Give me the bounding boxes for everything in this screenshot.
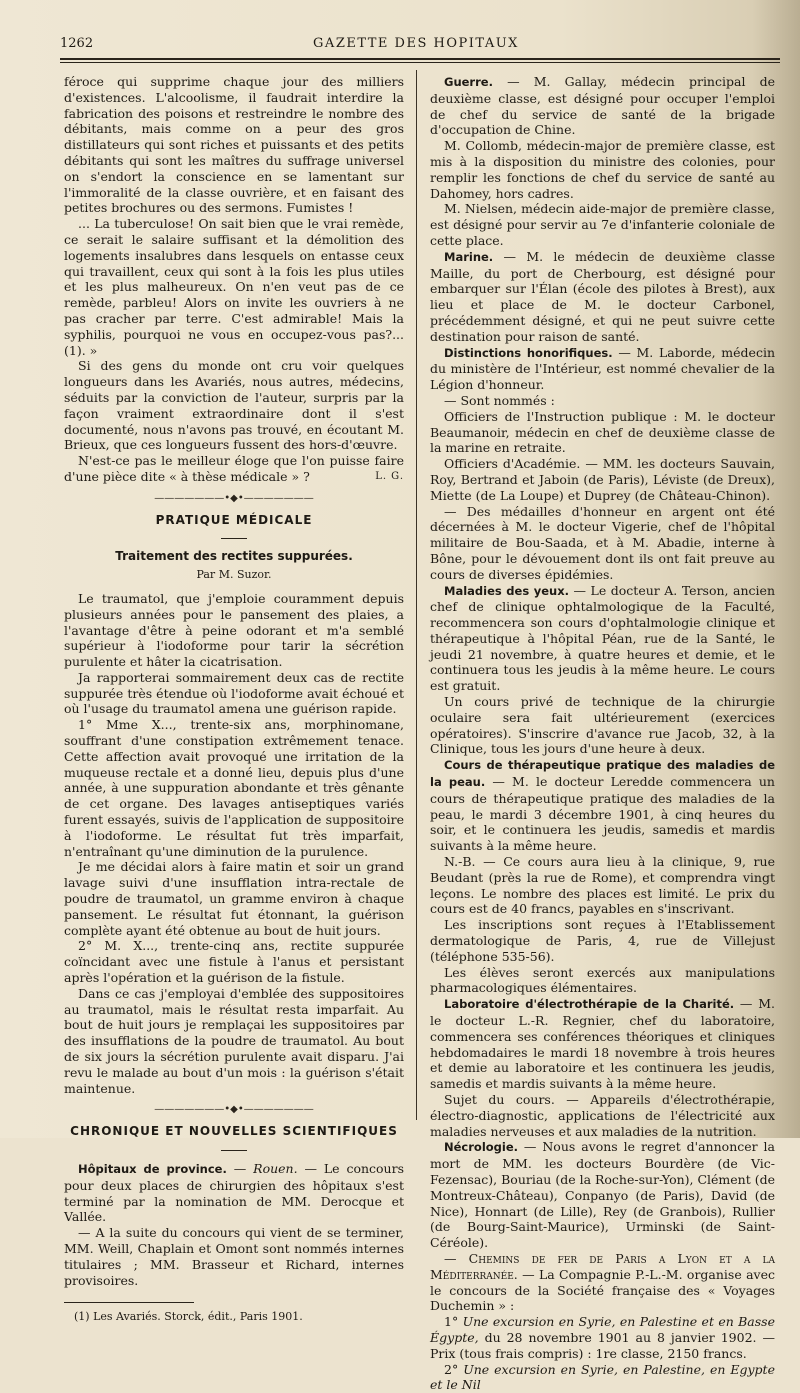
journal-title: GAZETTE DES HOPITAUX	[313, 36, 519, 51]
signature: L. G.	[375, 470, 404, 482]
paragraph-text: — Le docteur A. Terson, ancien chef de clinique ophtalmologique de la Faculté, recommencera son cours d'ophtalmologie clinique et thérapeutique à l'hôpital Péan, rue de la Santé, le jeudi 21 novembre, à quatre heures et demie, et le continuera tous les jeudis à la même heure. Le cours est gratuit.	[430, 582, 775, 694]
paragraph-text: N'est-ce pas le meilleur éloge que l'on puisse faire d'une pièce dite « à thèse médicale » ?	[64, 453, 404, 484]
paragraph: Les inscriptions sont reçues à l'Etablissement dermatologique de Paris, 4, rue de Villejust (téléphone 535-56).	[430, 917, 775, 964]
paragraph	[430, 583, 775, 695]
paragraph: Un cours privé de technique de la chirurgie oculaire sera fait ultérieurement (exercices opératoires). S'inscrire d'avance rue Jacob, 32, à la Clinique, tous les jours d'une heure à deux.	[430, 694, 775, 757]
run-in-heading: Guerre.	[444, 75, 493, 89]
place-name: Rouen.	[253, 1161, 298, 1176]
paragraph: N.-B. — Ce cours aura lieu à la clinique, 9, rue Beudant (près la rue de Rome), et comprendra vingt leçons. Le nombre des places est limité. Le prix du cours est de 40 francs, payables en s'inscrivant.	[430, 854, 775, 917]
column-divider	[416, 70, 417, 1120]
paragraph: — A la suite du concours qui vient de se terminer, MM. Weill, Chaplain et Omont sont nommés internes titulaires ; MM. Brasseur et Richard, internes provisoires.	[64, 1225, 404, 1288]
run-in-heading: Maladies des yeux.	[444, 583, 569, 598]
paragraph-text: — Nous avons le regret d'annoncer la mort de MM. les docteurs Bourdère (de Vic-Fezensac), Bouriau (de la Roche-sur-Yon), Clément (de Montreux-Château), Conpanyo (de Paris), David (de Nice), Honnart (de Lille), Rey (de Granbois), Rullier (de Bourg-Saint-Maurice), Urminski (de Saint-Céréole).	[430, 1139, 775, 1251]
paragraph	[430, 1362, 775, 1393]
paragraph-text: — M. le docteur Leredde commencera un cours de thérapeutique pratique des maladies de la peau, le mardi 3 décembre 1901, à cinq heures du soir, et le continuera les jeudis, samedis et mardis suivants à la même heure.	[430, 774, 775, 854]
paragraph: — Des médailles d'honneur en argent ont été décernées à M. le docteur Vigerie, chef de l'hôpital militaire de Bou-Saada, et à M. Abadie, interne à Bône, pour le dévouement dont ils ont fait preuve au cours de diverses épidémies.	[430, 503, 775, 582]
paragraph-text: — Le concours pour deux places de chirurgien des hôpitaux s'est terminé par la nomination de MM. Derocque et Vallée.	[64, 1161, 404, 1225]
paragraph	[430, 249, 775, 345]
paragraph: M. Nielsen, médecin aide-major de première classe, est désigné pour servir au 7e d'infanterie coloniale de cette place.	[430, 201, 775, 248]
page-header	[60, 36, 772, 58]
article-author: Par M. Suzor.	[196, 568, 272, 582]
left-column	[64, 74, 404, 1325]
paragraph-text: du 28 novembre 1901 au 8 janvier 1902. — Prix (tous frais compris) : 1re classe, 2150 francs.	[430, 1329, 775, 1361]
paragraph	[430, 74, 775, 138]
footnote: (1) Les Avariés. Storck, édit., Paris 1901.	[74, 1310, 303, 1324]
header-rule-thin	[60, 62, 780, 63]
paragraph-text: — M. Gallay, médecin principal de deuxième classe, est désigné pour occuper l'emploi de chef du service de santé de la brigade d'occupation de Chine.	[430, 74, 775, 138]
run-in-heading: Marine.	[444, 249, 494, 264]
run-in-heading: Cours de thérapeutique pratique des maladies de la peau.	[430, 758, 775, 790]
paragraph	[430, 1139, 775, 1251]
paragraph: — Sont nommés :	[444, 392, 555, 408]
paragraph: 2° M. X..., trente-cinq ans, rectite suppurée coïncidant avec une fistule à l'anus et persistant après l'opération et la guérison de la fistule.	[64, 938, 404, 986]
run-in-heading: Hôpitaux de province.	[78, 1162, 227, 1176]
paragraph: 1° Mme X..., trente-six ans, morphinomane, souffrant d'une constipation extrêmement tenace. Cette affection avait provoqué une irritation de la muqueuse rectale et a donné lieu, depuis plus d'une année, à une suppuration abondante et très gênante de cet organe. Des lavages antiseptiques variés furent essayés, suivis de l'application de suppositoire à l'iodoforme. Le résultat fut très imparfait, n'entraînant qu'une diminution de la purulence.	[64, 717, 404, 859]
paragraph: M. Collomb, médecin-major de première classe, est mis à la disposition du ministre des colonies, pour remplir les fonctions de chef du service de santé au Dahomey, hors cadres.	[430, 138, 775, 201]
section-title: PRATIQUE MÉDICALE	[155, 512, 313, 527]
paragraph	[430, 1314, 775, 1361]
item-italic: Une excursion en Syrie, en Palestine, en Egypte et le Nil	[430, 1361, 775, 1393]
footnote-rule	[64, 1302, 194, 1303]
run-in-heading: Distinctions honorifiques.	[444, 345, 613, 360]
paragraph: Le traumatol, que j'emploie couramment depuis plusieurs années pour le pansement des plaies, a l'avantage d'être à peine odorant et m'a semblé supérieur à l'iodoforme pour tarir la sécrétion purulente et hâter la cicatrisation.	[64, 590, 404, 670]
run-in-heading: Laboratoire d'électrothérapie de la Charité.	[444, 997, 735, 1012]
run-in-heading: — Chemins de fer de Paris a Lyon et a la Méditerranée.	[430, 1250, 775, 1282]
ornament-divider: ———————•◆•———————	[154, 492, 314, 504]
paragraph: féroce qui supprime chaque jour des milliers d'existences. L'alcoolisme, il faudrait interdire la fabrication des poisons et restreindre le nombre des débitants, mais comme on a peur des gros distillateurs qui sont riches et puissants et des petits débitants qui sont les maîtres du suffrage universel on s'endort la conscience en se lamentant sur l'immoralité de la classe ouvrière, et en faisant des petites brochures ou des sermons. Fumistes !	[64, 74, 404, 216]
paragraph	[64, 453, 404, 485]
run-in-heading: Nécrologie.	[444, 1140, 518, 1155]
paragraph-text: — La Compagnie P.-L.-M. organise avec le concours de la Société française des « Voyages Duchemin » :	[430, 1266, 775, 1314]
paragraph: Hôpitaux de province. — Rouen. — Le concours pour deux places de chirurgien des hôpitaux s'est terminé par la nomination de MM. Derocque et Vallée.	[64, 1161, 404, 1225]
paragraph: Officiers de l'Instruction publique : M. le docteur Beaumanoir, médecin en chef de deuxième classe de la marine en retraite.	[430, 408, 775, 456]
paragraph	[430, 1251, 775, 1314]
paragraph: Si des gens du monde ont cru voir quelques longueurs dans les Avariés, nous autres, médecins, séduits par la conviction de l'auteur, surpris par la façon vraiment extraordinaire dont il s'est documenté, nous n'avons pas trouvé, en écoutant M. Brieux, que ces longueurs fussent des hors-d'œuvre.	[64, 358, 404, 453]
page-number: 1262	[60, 36, 94, 51]
paragraph-text: — M. le docteur L.-R. Regnier, chef du laboratoire, commencera ses conférences théoriques et cliniques hebdomadaires le mardi 18 novembre à trois heures et demie au laboratoire et les continuera les jeudis, samedis et mardis suivants à la même heure.	[430, 996, 775, 1092]
paragraph-text: — M. Laborde, médecin du ministère de l'Intérieur, est nommé chevalier de la Légion d'honneur.	[430, 344, 775, 393]
paragraph: Je me décidai alors à faire matin et soir un grand lavage suivi d'une insufflation intra-rectale de poudre de traumatol, un gramme environ à chaque pansement. Le résultat fut étonnant, la guérison complète ayant été obtenue au bout de huit jours.	[64, 859, 404, 938]
paragraph: ... La tuberculose! On sait bien que le vrai remède, ce serait le salaire suffisant et la démolition des logements insalubres dans lesquels on entasse ceux qui travaillent, ceux qui sont à la fois les plus utiles et les plus malheureux. On n'en veut pas de ce remède, parbleu! Alors on invite les ouvriers à ne pas cracher par terre. C'est admirable! Mais la syphilis, pourquoi ne vous en occupez-vous pas?... (1). »	[64, 216, 404, 358]
paragraph: Officiers d'Académie. — MM. les docteurs Sauvain, Roy, Bertrand et Jaboin (de Paris), Léviste (de Dreux), Miette (de La Loupe) et Duprey (de Château-Chinon).	[430, 456, 775, 503]
paragraph	[430, 345, 775, 393]
paragraph-text: — M. le médecin de deuxième classe Maille, du port de Cherbourg, est désigné pour embarquer sur l'Élan (école des pilotes à Brest), aux lieu et place de M. le docteur Carbonel, précédemment désigné, et qui ne peut suivre cette destination pour raison de santé.	[430, 248, 775, 344]
item-label: 2°	[444, 1361, 464, 1377]
ornament-divider: ———————•◆•———————	[154, 1104, 314, 1116]
paragraph	[430, 996, 775, 1092]
section-title: CHRONIQUE ET NOUVELLES SCIENTIFIQUES	[70, 1124, 398, 1139]
right-column	[430, 74, 775, 1393]
paragraph: Les élèves seront exercés aux manipulations pharmacologiques élémentaires.	[430, 964, 775, 996]
paragraph	[430, 757, 775, 854]
paragraph: Sujet du cours. — Appareils d'électrothérapie, électro-diagnostic, applications de l'électricité aux maladies nerveuses et aux maladies de la nutrition.	[430, 1092, 775, 1139]
short-rule	[221, 538, 247, 539]
paragraph: Dans ce cas j'employai d'emblée des suppositoires au traumatol, mais le résultat resta imparfait. Au bout de huit jours je remplaçai les suppositoires par des insufflations de la poudre de traumatol. Au bout de six jours la sécrétion purulente avait disparu. J'ai revu le malade au bout d'un mois : la guérison s'était maintenue.	[64, 985, 404, 1096]
item-italic: Une excursion en Syrie, en Palestine et en Basse Égypte,	[430, 1314, 775, 1345]
item-label: 1°	[444, 1314, 463, 1330]
article-title: Traitement des rectites suppurées.	[115, 549, 353, 564]
header-rule	[60, 58, 780, 60]
short-rule	[221, 1150, 247, 1151]
paragraph: Ja rapporterai sommairement deux cas de rectite suppurée très étendue où l'iodoforme avait échoué et où l'usage du traumatol amena une guérison rapide.	[64, 669, 404, 717]
